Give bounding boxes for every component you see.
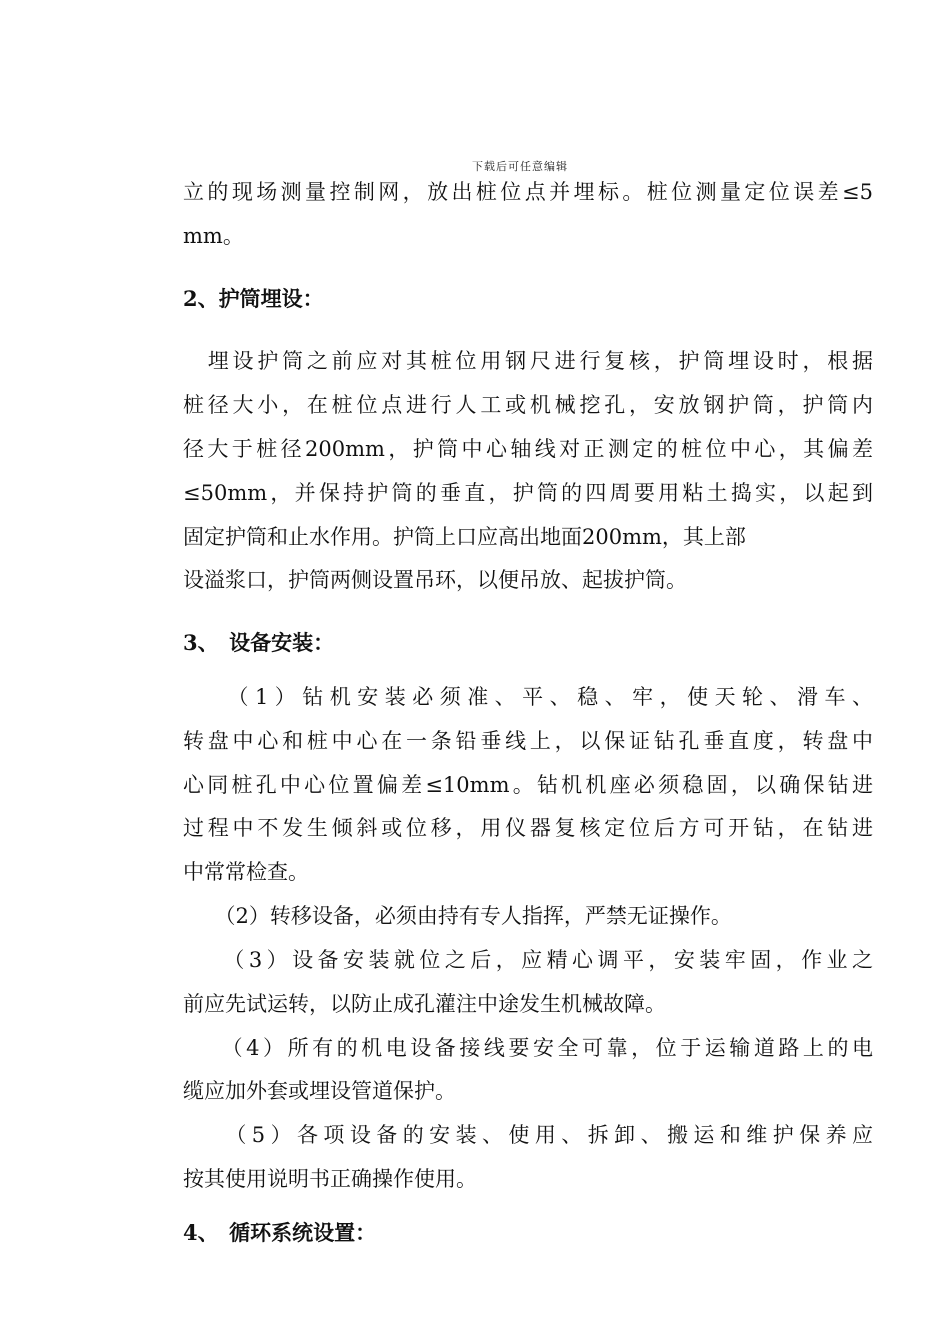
text-line: 立的现场测量控制网，放出桩位点并埋标。桩位测量定位误差≤5 (183, 180, 873, 204)
text-line: （1）钻机安装必须准、平、稳、牢，使天轮、滑车、 (183, 685, 873, 709)
text-line: 心同桩孔中心位置偏差≤10mm。钻机机座必须稳固，以确保钻进 (183, 773, 873, 797)
text-line: 桩径大小，在桩位点进行人工或机械挖孔，安放钢护筒，护筒内 (183, 393, 873, 417)
text-line: 中常常检查。 (183, 860, 309, 884)
text-line: （3）设备安装就位之后，应精心调平，安装牢固，作业之 (183, 948, 873, 972)
text-line: （2）转移设备，必须由持有专人指挥，严禁无证操作。 (183, 904, 732, 928)
section-heading-4: 4、 循环系统设置： (183, 1220, 377, 1245)
text-line: 径大于桩径200mm，护筒中心轴线对正测定的桩位中心，其偏差 (183, 437, 873, 461)
section-heading-2: 2、护筒埋设： (183, 286, 324, 311)
text-line: 埋设护筒之前应对其桩位用钢尺进行复核，护筒埋设时，根据 (183, 349, 873, 373)
text-line: （5）各项设备的安装、使用、拆卸、搬运和维护保养应 (183, 1123, 873, 1147)
text-line: 前应先试运转，以防止成孔灌注中途发生机械故障。 (183, 992, 666, 1016)
text-line: mm。 (183, 224, 244, 248)
text-line: ≤50mm，并保持护筒的垂直，护筒的四周要用粘土捣实，以起到 (183, 481, 873, 505)
section-heading-3: 3、 设备安装： (183, 630, 335, 655)
text-line: 过程中不发生倾斜或位移，用仪器复核定位后方可开钻，在钻进 (183, 816, 873, 840)
text-line: 缆应加外套或埋设管道保护。 (183, 1079, 456, 1103)
text-line: 按其使用说明书正确操作使用。 (183, 1167, 477, 1191)
text-line: 固定护筒和止水作用。护筒上口应高出地面200mm，其上部 (183, 525, 746, 549)
text-line: 设溢浆口，护筒两侧设置吊环，以便吊放、起拔护筒。 (183, 568, 687, 592)
text-line: 转盘中心和桩中心在一条铅垂线上，以保证钻孔垂直度，转盘中 (183, 729, 873, 753)
text-line: （4）所有的机电设备接线要安全可靠，位于运输道路上的电 (183, 1036, 873, 1060)
header-note: 下载后可任意编辑 (472, 160, 568, 173)
